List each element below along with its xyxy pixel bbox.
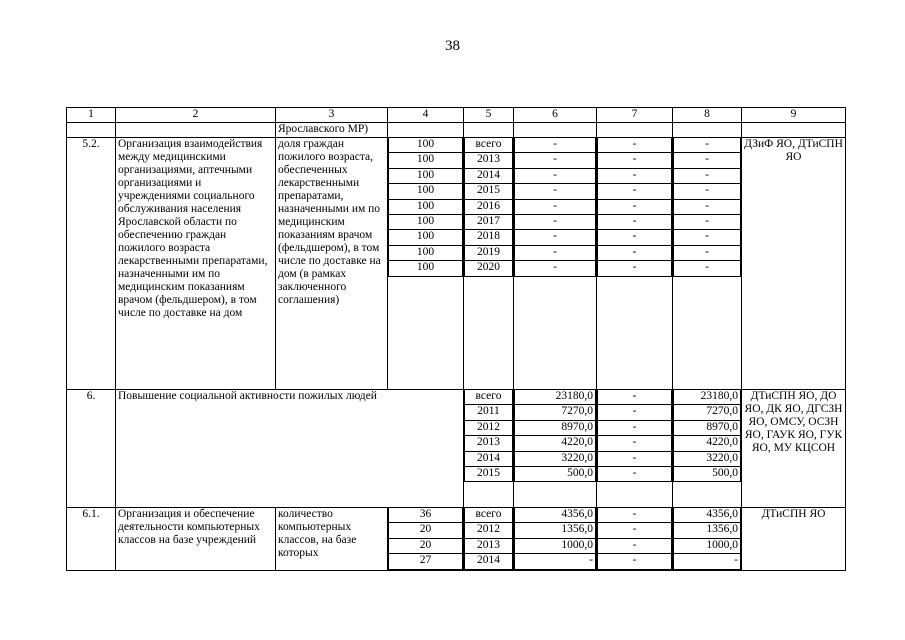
sub-cell-c5: 2015: [465, 184, 513, 199]
sub-row: [515, 199, 596, 214]
sub-cell-c4: 100: [389, 230, 463, 245]
sub-row: [515, 405, 596, 420]
sub-row: [598, 138, 672, 153]
sub-cell-c4: 100: [389, 199, 463, 214]
sub-cell-c8: -: [674, 214, 741, 229]
sub-row: [674, 261, 741, 276]
sub-row: [465, 230, 513, 245]
sub-row: [465, 184, 513, 199]
sub-cell-c8: 500,0: [674, 466, 741, 481]
sub-row: [674, 538, 741, 553]
col-header-4: 4: [388, 108, 464, 123]
sub-cell-c6: 4220,0: [515, 436, 596, 451]
sub-row: [465, 168, 513, 183]
sub-cell-c7: -: [598, 390, 672, 405]
col-header-6: 6: [514, 108, 597, 123]
col-header-7: 7: [597, 108, 673, 123]
sub-row: [515, 184, 596, 199]
sub-row: [598, 420, 672, 435]
sub-row: [389, 184, 463, 199]
indicator-name: количество компьютерных классов, на базе которых: [276, 508, 388, 571]
sub-cell-c8: 8970,0: [674, 420, 741, 435]
indicator-values: [388, 508, 464, 571]
sub-cell-c7: -: [598, 138, 672, 153]
cont-indicator: Ярославского МР): [276, 123, 388, 138]
sub-cell-c8: 23180,0: [674, 390, 741, 405]
sub-row: [674, 405, 741, 420]
sub-row: [389, 214, 463, 229]
sub-row: [515, 214, 596, 229]
sub-row: [389, 168, 463, 183]
sub-row: [598, 466, 672, 481]
sub-row: [389, 538, 463, 553]
sub-cell-c7: -: [598, 199, 672, 214]
sub-cell-c7: -: [598, 214, 672, 229]
sub-row: [515, 420, 596, 435]
years: [464, 508, 514, 571]
sub-row: [515, 508, 596, 523]
sub-row: [515, 466, 596, 481]
sub-cell-c4: 20: [389, 523, 463, 538]
sub-row: [465, 451, 513, 466]
funding-regional: [673, 390, 742, 508]
sub-row: [465, 538, 513, 553]
sub-cell-c6: -: [515, 184, 596, 199]
sub-row: [389, 261, 463, 276]
row-number: 6.1.: [67, 508, 116, 571]
executor: ДЗиФ ЯО, ДТиСПН ЯО: [742, 138, 846, 390]
sub-cell-c4: 100: [389, 153, 463, 168]
funding-total: [514, 508, 597, 571]
sub-cell-c7: -: [598, 184, 672, 199]
sub-row: [674, 245, 741, 260]
sub-cell-c8: 7270,0: [674, 405, 741, 420]
measure-name: Повышение социальной активности пожилых людей: [116, 390, 464, 508]
sub-cell-c7: -: [598, 261, 672, 276]
sub-cell-c6: -: [515, 230, 596, 245]
sub-row: [515, 451, 596, 466]
sub-cell-c6: -: [515, 153, 596, 168]
sub-row: [465, 138, 513, 153]
sub-row: [465, 261, 513, 276]
sub-cell-c5: 2011: [465, 405, 513, 420]
sub-row: [515, 138, 596, 153]
col-header-1: 1: [67, 108, 116, 123]
sub-row: [389, 523, 463, 538]
sub-row: [389, 199, 463, 214]
sub-cell-c6: 7270,0: [515, 405, 596, 420]
sub-row: [515, 245, 596, 260]
sub-row: [515, 153, 596, 168]
sub-cell-c5: всего: [465, 508, 513, 523]
sub-cell-c5: 2012: [465, 420, 513, 435]
sub-cell-c5: 2012: [465, 523, 513, 538]
sub-cell-c7: -: [598, 523, 672, 538]
measure-name: Организация взаимодействия между медицинскими организациями, аптечными организациями и учреждениями социального обслуживания населения Ярославской области по обеспечению граждан пожилого возраста лекарственными препаратами, назначенными им по медицинским показаниям врачом (фельдшером), в том числе по доставке на дом: [116, 138, 276, 390]
sub-cell-c6: -: [515, 554, 596, 569]
sub-row: [674, 466, 741, 481]
sub-row: [598, 199, 672, 214]
sub-cell-c8: -: [674, 261, 741, 276]
sub-cell-c4: 20: [389, 538, 463, 553]
sub-row: [515, 436, 596, 451]
sub-cell-c5: 2016: [465, 199, 513, 214]
header-row: [67, 108, 846, 123]
sub-row: [674, 214, 741, 229]
sub-row: [598, 508, 672, 523]
sub-cell-c6: -: [515, 261, 596, 276]
sub-cell-c6: 23180,0: [515, 390, 596, 405]
sub-row: [598, 261, 672, 276]
sub-row: [598, 168, 672, 183]
sub-row: [598, 436, 672, 451]
funding-total: [514, 138, 597, 390]
cell: [388, 123, 464, 138]
sub-row: [674, 184, 741, 199]
page-number: 38: [445, 38, 460, 54]
sub-cell-c4: 100: [389, 214, 463, 229]
sub-row: [598, 451, 672, 466]
sub-cell-c7: -: [598, 554, 672, 569]
table-row-5-2: [67, 138, 846, 390]
sub-row: [674, 138, 741, 153]
sub-cell-c7: -: [598, 230, 672, 245]
sub-row: [389, 153, 463, 168]
table-row-6: [67, 390, 846, 508]
sub-row: [598, 538, 672, 553]
sub-row: [465, 466, 513, 481]
sub-cell-c7: -: [598, 538, 672, 553]
sub-cell-c8: 4220,0: [674, 436, 741, 451]
sub-row: [465, 199, 513, 214]
sub-cell-c6: -: [515, 138, 596, 153]
cell: [673, 123, 742, 138]
cell: [116, 123, 276, 138]
funding-federal: [597, 508, 673, 571]
funding-regional: [673, 138, 742, 390]
table-row-6-1: [67, 508, 846, 571]
sub-row: [515, 390, 596, 405]
sub-row: [674, 508, 741, 523]
cell: [67, 123, 116, 138]
sub-cell-c7: -: [598, 420, 672, 435]
sub-row: [465, 214, 513, 229]
sub-cell-c5: 2019: [465, 245, 513, 260]
sub-cell-c8: -: [674, 199, 741, 214]
sub-cell-c8: -: [674, 245, 741, 260]
sub-row: [515, 168, 596, 183]
sub-cell-c7: -: [598, 168, 672, 183]
sub-row: [515, 230, 596, 245]
executor: ДТиСПН ЯО, ДО ЯО, ДК ЯО, ДГСЗН ЯО, ОМСУ, ОСЗН ЯО, ГАУК ЯО, ГУК ЯО, МУ КЦСОН: [742, 390, 846, 508]
col-header-3: 3: [276, 108, 388, 123]
years: [464, 138, 514, 390]
sub-row: [674, 451, 741, 466]
sub-cell-c4: 100: [389, 168, 463, 183]
funding-federal: [597, 390, 673, 508]
sub-cell-c8: -: [674, 153, 741, 168]
sub-row: [674, 436, 741, 451]
sub-row: [598, 245, 672, 260]
sub-row: [674, 390, 741, 405]
sub-cell-c6: 1356,0: [515, 523, 596, 538]
sub-row: [674, 523, 741, 538]
cell: [514, 123, 597, 138]
sub-cell-c6: 3220,0: [515, 451, 596, 466]
sub-cell-c8: -: [674, 554, 741, 569]
sub-row: [515, 261, 596, 276]
sub-cell-c5: 2013: [465, 538, 513, 553]
sub-cell-c5: 2013: [465, 153, 513, 168]
sub-row: [465, 508, 513, 523]
sub-row: [674, 420, 741, 435]
sub-cell-c6: 8970,0: [515, 420, 596, 435]
sub-cell-c5: 2015: [465, 466, 513, 481]
sub-row: [465, 245, 513, 260]
sub-row: [515, 523, 596, 538]
sub-cell-c6: 500,0: [515, 466, 596, 481]
sub-cell-c8: 1356,0: [674, 523, 741, 538]
sub-cell-c6: 4356,0: [515, 508, 596, 523]
sub-cell-c7: -: [598, 153, 672, 168]
sub-row: [515, 554, 596, 569]
executor: ДТиСПН ЯО: [742, 508, 846, 571]
sub-row: [465, 405, 513, 420]
sub-cell-c4: 36: [389, 508, 463, 523]
sub-cell-c7: -: [598, 245, 672, 260]
sub-row: [598, 390, 672, 405]
sub-cell-c7: -: [598, 405, 672, 420]
sub-row: [389, 554, 463, 569]
sub-cell-c5: всего: [465, 138, 513, 153]
sub-cell-c7: -: [598, 466, 672, 481]
col-header-9: 9: [742, 108, 846, 123]
sub-row: [465, 390, 513, 405]
sub-cell-c5: 2014: [465, 168, 513, 183]
sub-row: [598, 184, 672, 199]
indicator-name: доля граждан пожилого возраста, обеспеченных лекарственными препаратами, назначенными им по медицинским показаниям врачом (фельдшером), в том числе по доставке на дом (в рамках заключенного соглашения): [276, 138, 388, 390]
sub-cell-c8: 1000,0: [674, 538, 741, 553]
col-header-2: 2: [116, 108, 276, 123]
sub-cell-c8: 3220,0: [674, 451, 741, 466]
sub-row: [598, 405, 672, 420]
measure-name: Организация и обеспечение деятельности компьютерных классов на базе учреждений: [116, 508, 276, 571]
sub-cell-c6: 1000,0: [515, 538, 596, 553]
sub-cell-c5: 2018: [465, 230, 513, 245]
sub-row: [674, 153, 741, 168]
years: [464, 390, 514, 508]
sub-cell-c5: 2020: [465, 261, 513, 276]
funding-total: [514, 390, 597, 508]
sub-row: [674, 554, 741, 569]
sub-row: [389, 245, 463, 260]
sub-row: [674, 230, 741, 245]
sub-cell-c8: -: [674, 138, 741, 153]
cell: [464, 123, 514, 138]
sub-cell-c6: -: [515, 245, 596, 260]
continuation-row: [67, 123, 846, 138]
sub-cell-c8: -: [674, 168, 741, 183]
sub-row: [389, 508, 463, 523]
sub-cell-c4: 100: [389, 261, 463, 276]
sub-row: [389, 230, 463, 245]
sub-cell-c8: -: [674, 184, 741, 199]
col-header-8: 8: [673, 108, 742, 123]
sub-cell-c4: 100: [389, 138, 463, 153]
sub-cell-c8: -: [674, 230, 741, 245]
program-table: [66, 107, 846, 571]
sub-cell-c5: 2014: [465, 451, 513, 466]
col-header-5: 5: [464, 108, 514, 123]
row-number: 5.2.: [67, 138, 116, 390]
sub-cell-c7: -: [598, 451, 672, 466]
sub-cell-c5: всего: [465, 390, 513, 405]
indicator-values: [388, 138, 464, 390]
sub-row: [515, 538, 596, 553]
sub-cell-c5: 2014: [465, 554, 513, 569]
funding-regional: [673, 508, 742, 571]
sub-row: [674, 199, 741, 214]
sub-cell-c6: -: [515, 214, 596, 229]
sub-cell-c4: 100: [389, 184, 463, 199]
sub-row: [465, 554, 513, 569]
funding-federal: [597, 138, 673, 390]
sub-row: [674, 168, 741, 183]
row-number: 6.: [67, 390, 116, 508]
sub-row: [598, 214, 672, 229]
sub-row: [465, 420, 513, 435]
sub-row: [389, 138, 463, 153]
sub-row: [598, 153, 672, 168]
cell: [597, 123, 673, 138]
sub-row: [598, 230, 672, 245]
sub-row: [465, 523, 513, 538]
sub-row: [465, 436, 513, 451]
sub-cell-c7: -: [598, 508, 672, 523]
sub-row: [598, 523, 672, 538]
sub-row: [465, 153, 513, 168]
sub-cell-c4: 27: [389, 554, 463, 569]
sub-cell-c6: -: [515, 168, 596, 183]
sub-cell-c5: 2017: [465, 214, 513, 229]
cell: [742, 123, 846, 138]
sub-cell-c7: -: [598, 436, 672, 451]
sub-cell-c4: 100: [389, 245, 463, 260]
sub-row: [598, 554, 672, 569]
sub-cell-c5: 2013: [465, 436, 513, 451]
sub-cell-c6: -: [515, 199, 596, 214]
sub-cell-c8: 4356,0: [674, 508, 741, 523]
